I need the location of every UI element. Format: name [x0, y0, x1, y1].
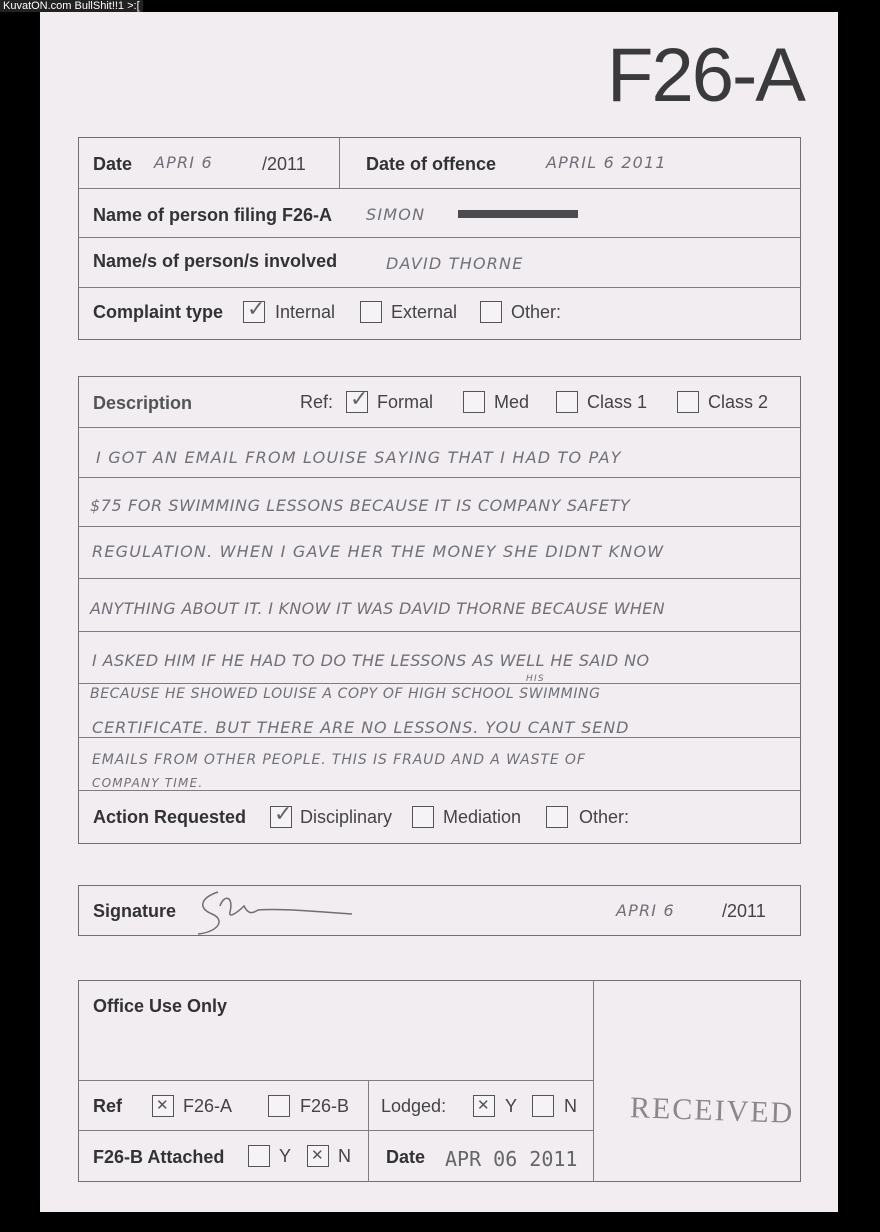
office-ref-f26a-label: F26-A — [183, 1096, 233, 1116]
ref-med-label: Med — [494, 392, 530, 412]
complaint-type-label: Complaint type — [93, 302, 224, 322]
lodged-no-checkbox[interactable] — [532, 1095, 554, 1117]
description-line-4: ANYTHING ABOUT IT. I KNOW IT WAS DAVID THORNE BECAUSE WHEN — [90, 599, 665, 618]
description-line-2: $75 FOR SWIMMING LESSONS BECAUSE IT IS COMPANY SAFETY — [90, 496, 631, 515]
ref-class2-checkbox[interactable] — [677, 391, 699, 413]
office-ref-label: Ref — [93, 1096, 123, 1116]
complaint-form — [40, 12, 838, 1212]
signature-section — [78, 885, 801, 936]
signature-date-year: /2011 — [722, 901, 766, 921]
lodged-no-label: N — [564, 1096, 577, 1116]
received-stamp: RECEIVED — [629, 1091, 795, 1130]
attached-yes-checkbox[interactable] — [248, 1145, 270, 1167]
attached-no-label: N — [338, 1146, 351, 1166]
lodged-yes-label: Y — [505, 1096, 518, 1116]
action-other-label: Other: — [579, 807, 630, 827]
description-line-6: BECAUSE HE SHOWED LOUISE A COPY OF HIGH SCHOOL SWIMMING — [90, 686, 601, 702]
description-label: Description — [93, 393, 193, 413]
date-value: APRI 6 — [154, 153, 213, 172]
office-date-label: Date — [386, 1147, 426, 1167]
complaint-internal-label: Internal — [275, 302, 336, 322]
date-year: /2011 — [262, 154, 306, 174]
complaint-external-checkbox[interactable] — [360, 301, 382, 323]
office-date-stamp: APR 06 2011 — [445, 1147, 578, 1171]
offence-date-value: APRIL 6 2011 — [546, 153, 667, 172]
description-insert-word: HIS — [526, 674, 545, 684]
attached-no-checkbox[interactable] — [307, 1145, 329, 1167]
form-number: F26-A — [607, 33, 804, 118]
description-line-7: CERTIFICATE. BUT THERE ARE NO LESSONS. YOU CANT SEND — [92, 718, 630, 737]
complaint-other-checkbox[interactable] — [480, 301, 502, 323]
ref-formal-label: Formal — [377, 392, 434, 412]
ref-class1-label: Class 1 — [587, 392, 648, 412]
description-line-9: COMPANY TIME. — [92, 776, 204, 790]
involved-label: Name/s of person/s involved — [93, 251, 338, 271]
ref-formal-checkbox[interactable] — [346, 391, 368, 413]
complaint-external-label: External — [391, 302, 458, 322]
action-requested-label: Action Requested — [93, 807, 247, 827]
action-disciplinary-label: Disciplinary — [300, 807, 393, 827]
offence-date-label: Date of offence — [366, 154, 497, 174]
complaint-other-label: Other: — [511, 302, 562, 322]
attached-yes-label: Y — [279, 1146, 292, 1166]
date-label: Date — [93, 154, 133, 174]
f26b-attached-label: F26-B Attached — [93, 1147, 225, 1167]
description-line-1: I GOT AN EMAIL FROM LOUISE SAYING THAT I HAD TO PAY — [96, 448, 622, 467]
action-mediation-label: Mediation — [443, 807, 522, 827]
office-use-title: Office Use Only — [93, 996, 228, 1016]
filer-label: Name of person filing F26-A — [93, 205, 333, 225]
lodged-yes-checkbox[interactable] — [473, 1095, 495, 1117]
signature-scribble — [190, 884, 360, 940]
action-other-checkbox[interactable] — [546, 806, 568, 828]
signature-date-value: APRI 6 — [616, 901, 675, 920]
office-ref-f26b-checkbox[interactable] — [268, 1095, 290, 1117]
office-ref-f26b-label: F26-B — [300, 1096, 350, 1116]
complaint-internal-checkbox[interactable] — [243, 301, 265, 323]
ref-class1-checkbox[interactable] — [556, 391, 578, 413]
lodged-label: Lodged: — [381, 1096, 447, 1116]
action-mediation-checkbox[interactable] — [412, 806, 434, 828]
description-line-3: REGULATION. WHEN I GAVE HER THE MONEY SHE DIDNT KNOW — [92, 542, 665, 561]
office-ref-f26a-checkbox[interactable] — [152, 1095, 174, 1117]
ref-med-checkbox[interactable] — [463, 391, 485, 413]
description-line-5: I ASKED HIM IF HE HAD TO DO THE LESSONS AS WELL HE SAID NO — [92, 651, 650, 670]
ref-label: Ref: — [300, 392, 334, 412]
redaction-bar — [458, 210, 578, 218]
ref-class2-label: Class 2 — [708, 392, 769, 412]
description-line-8: EMAILS FROM OTHER PEOPLE. THIS IS FRAUD AND A WASTE OF — [92, 752, 586, 768]
site-banner: KuvatON.com BullShit!!1 >:[ — [0, 0, 143, 12]
action-disciplinary-checkbox[interactable] — [270, 806, 292, 828]
filer-value: SIMON — [366, 205, 426, 224]
signature-label: Signature — [93, 901, 177, 921]
involved-value: DAVID THORNE — [386, 254, 524, 273]
